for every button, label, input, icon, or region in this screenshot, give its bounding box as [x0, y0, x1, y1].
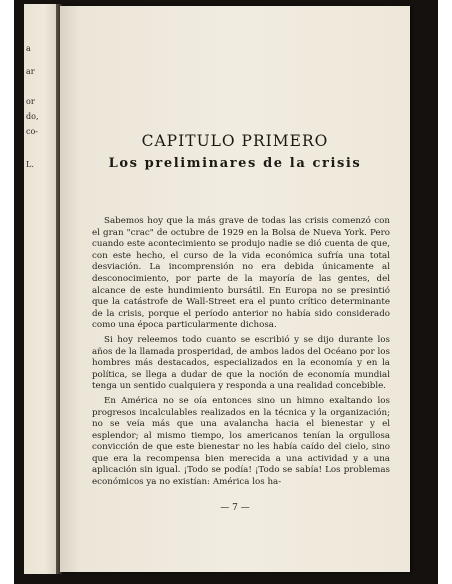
left-page-edge: [24, 4, 58, 574]
paragraph: Sabemos hoy que la más grave de todas las crisis comenzó con el gran "crac" de octubre de 1929 en la Bolsa de Nueva York. Pero cuando este acontecimiento se produjo nadie se dió cuenta de que, con este hecho, el curso de la vida económica sufría una total desviación. La incomprensión no era debida únicamente al desconocimiento, por parte de la mayoría de las gentes, del alcance de este hundimiento bursátil. En Europa no se presintió que la catástrofe de Wall-Street era el punto crítico determinante de la crisis, porque el período anterior no había sido considerado como una época particularmente dichosa.: [92, 216, 390, 331]
page-number: — 7 —: [220, 503, 250, 513]
body-text: [92, 216, 390, 492]
chapter-subtitle: Los preliminares de la crisis: [108, 156, 362, 171]
left-page-fragment: co-: [26, 127, 38, 136]
left-page-fragment: L.: [26, 160, 34, 169]
left-page-fragment: ar: [26, 67, 35, 76]
paragraph: Si hoy releemos todo cuanto se escribió y se dijo durante los años de la llamada prosperidad, de ambos lados del Océano por los hombres más destacados, especializados en la economía y en la política, se llega a dudar de que la noción de economía mundial tenga un sentido cualquiera y responda a una realidad concebible.: [92, 334, 390, 392]
left-page-fragment: do,: [26, 112, 39, 121]
left-page-fragment: a: [26, 44, 31, 53]
right-page: [60, 6, 410, 572]
chapter-heading: CAPITULO PRIMERO: [141, 132, 329, 150]
left-page-fragment: or: [26, 97, 35, 106]
paragraph: En América no se oía entonces sino un himno exaltando los progresos incalculables realizados en la técnica y la organización; no se veía más que una avalancha hacia el bienestar y el esplendor; al mismo tiempo, los americanos tenían la orgullosa convicción de que este bienestar no les había caído del cielo, sino que era la recompensa bien merecida a una actividad y a una aplicación sin igual. ¡Todo se podía! ¡Todo se sabía! Los problemas económicos ya no existían: América los ha-: [92, 395, 390, 488]
